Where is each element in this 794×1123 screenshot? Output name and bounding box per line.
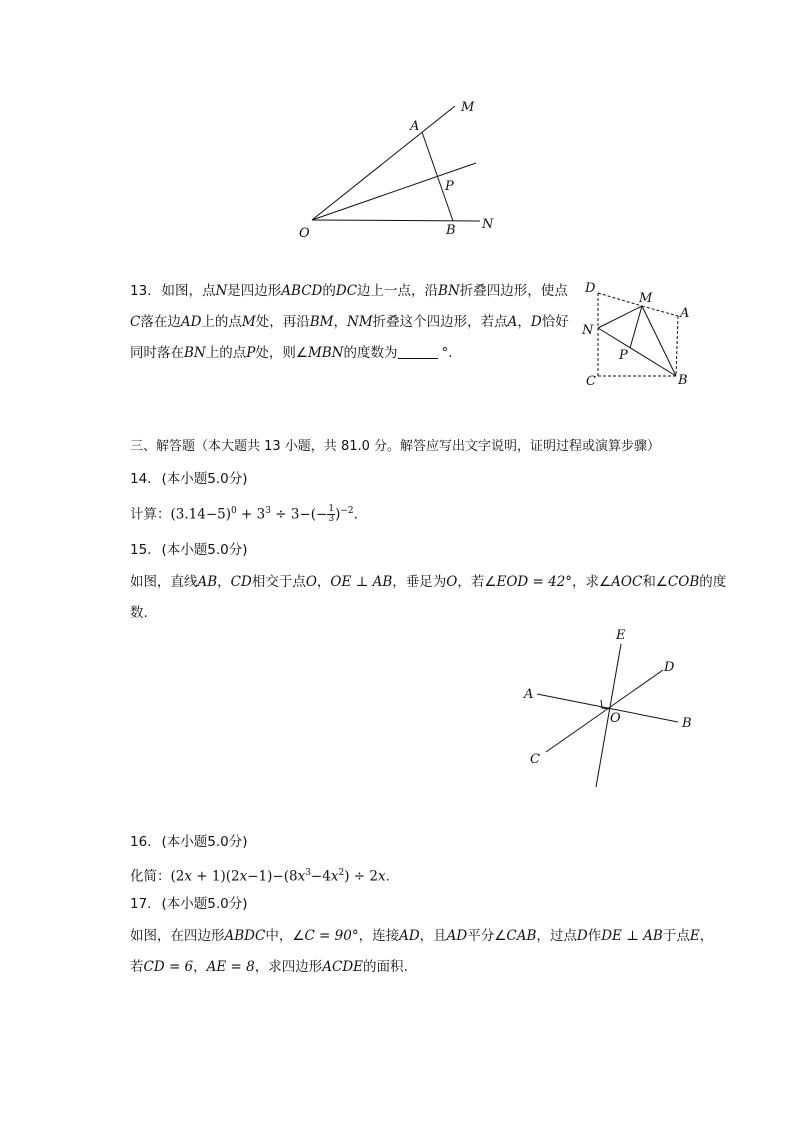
dashed-ab — [676, 316, 678, 376]
dashed-dm — [598, 293, 642, 306]
label-b: B — [446, 223, 456, 238]
q16-expression: 化简：$(2x + 1)(2x-1)-(8x^3-4x^2) \div 2x$. — [130, 868, 390, 885]
label-d: D — [585, 281, 596, 296]
answer-blank — [398, 344, 438, 359]
dashed-ma — [642, 306, 678, 316]
intersecting-lines-figure — [520, 625, 695, 795]
q15-header: 15. (本小题5.0分) — [130, 542, 248, 558]
q13-line-2: C落在边AD上的点M处，再沿BM，NM折叠这个四边形，若点A，D恰好 — [130, 314, 569, 330]
label-a: A — [680, 306, 690, 321]
label-b: B — [678, 373, 688, 388]
q16-header: 16. (本小题5.0分) — [130, 834, 248, 850]
label-m: M — [639, 291, 653, 306]
label-n: N — [482, 217, 494, 232]
label-m: M — [461, 100, 475, 115]
label-c: C — [586, 374, 596, 389]
label-e: E — [616, 628, 626, 643]
ray-om — [312, 106, 455, 220]
label-o: O — [299, 226, 310, 241]
label-a: A — [410, 119, 420, 134]
section-heading: 三、解答题（本大题共 13 小题，共 81.0 分。解答应写出文字说明，证明过程或演算步骤） — [130, 439, 661, 454]
q17-header: 17. (本小题5.0分) — [130, 896, 248, 912]
q17-line-2: 若CD = 6，AE = 8，求四边形ACDE的面积. — [130, 959, 408, 975]
line-ab — [537, 694, 678, 722]
q13-line-1: 13. 如图，点N是四边形ABCD的DC边上一点，沿BN折叠四边形，使点 — [130, 283, 568, 299]
q14-expression: 计算：$(3.14-5)^0 + 3^3 \div 3-(-$ $\frac{1}{3}$ )$^{-2}$. — [130, 504, 358, 524]
segment-nm — [598, 306, 642, 328]
q13-line-3: 同时落在BN上的点P处，则∠MBN的度数为 °. — [130, 345, 453, 361]
label-d: D — [664, 660, 675, 675]
label-n: N — [582, 323, 594, 338]
label-c: C — [530, 752, 540, 767]
label-p: P — [619, 348, 628, 363]
label-a: A — [524, 687, 534, 702]
q14-header: 14. (本小题5.0分) — [130, 471, 248, 487]
segment-mp — [630, 306, 642, 348]
label-o: O — [610, 711, 621, 726]
q15-line-1: 如图，直线AB，CD相交于点O，OE ⊥ AB，垂足为O，若∠EOD = 42°，求∠AOC和∠COB的度 — [130, 574, 727, 590]
folding-quadrilateral-figure — [578, 278, 696, 390]
label-b: B — [682, 716, 692, 731]
q15-line-2: 数. — [130, 605, 148, 621]
ray-on — [312, 220, 480, 221]
angle-bisector-figure — [290, 90, 510, 245]
label-p: P — [445, 179, 454, 194]
segment-ab — [422, 132, 453, 221]
q17-line-1: 如图，在四边形ABDC中，∠C = 90°，连接AD，且AD平分∠CAB，过点D作DE ⊥ AB于点E， — [130, 928, 714, 944]
